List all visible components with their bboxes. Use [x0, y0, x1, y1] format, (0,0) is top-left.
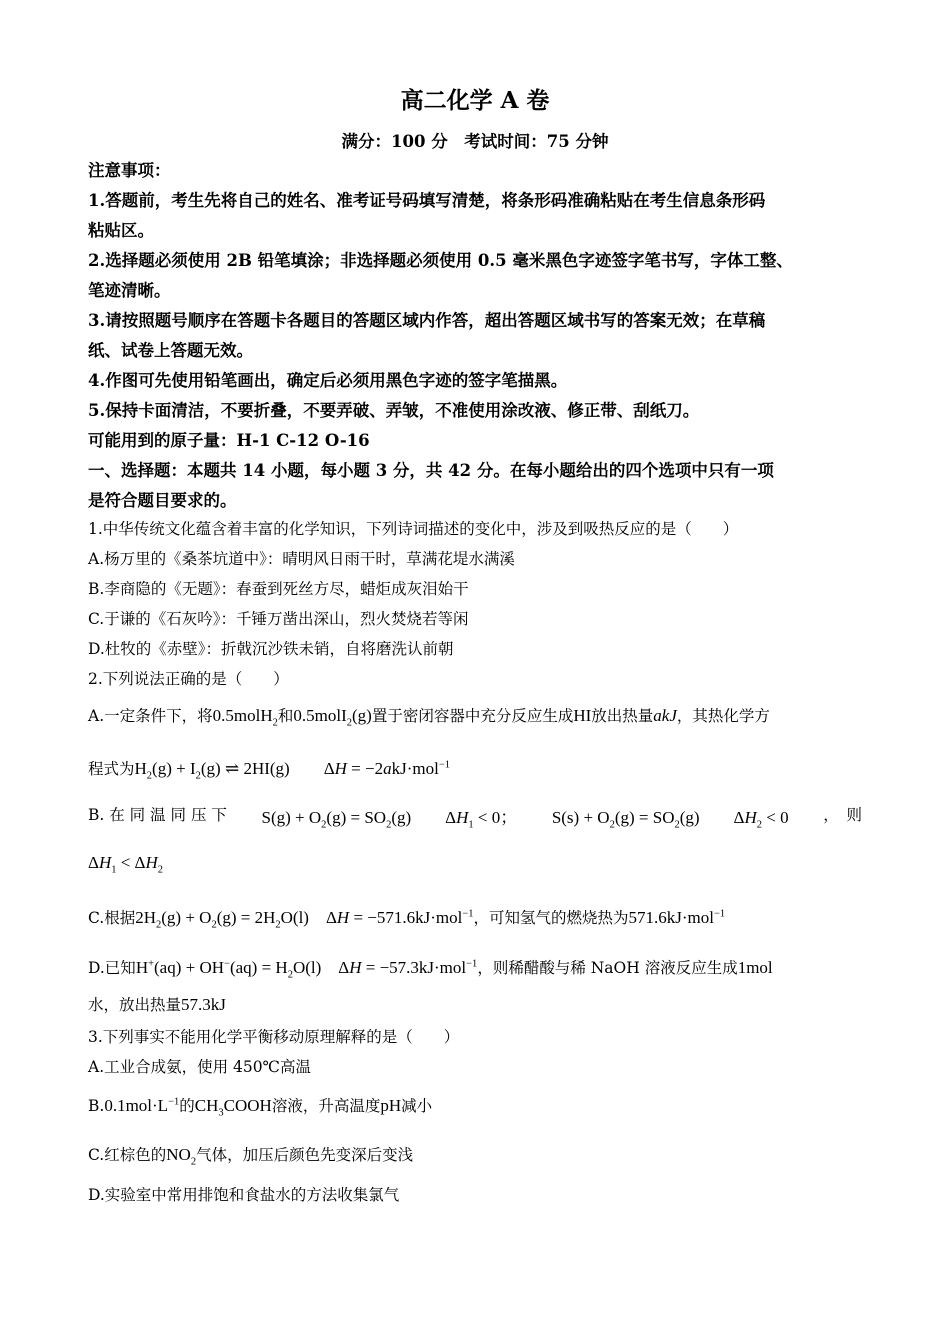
- page-title: 高二化学 A 卷: [400, 87, 550, 114]
- notice-item: 3.请按照题号顺序在答题卡各题目的答题区域内作答，超出答题区域书写的答案无效；在草稿: [88, 311, 766, 330]
- notice-item: 1.答题前，考生先将自己的姓名、准考证号码填写清楚，将条形码准确粘贴在考生信息条形码: [88, 191, 766, 210]
- question-2-option-b-cont: $\Delta H_1 < \Delta H_2$: [88, 853, 164, 876]
- notice-heading: 注意事项：: [88, 161, 171, 180]
- question-1-option-c: C.于谦的《石灰吟》：千锤万凿出深山，烈火焚烧若等闲: [88, 610, 469, 628]
- notice-item: 4.作图可先使用铅笔画出，确定后必须用黑色字迹的签字笔描黑。: [88, 371, 568, 390]
- question-2-option-d-cont: 水，放出热量57.3kJ: [88, 995, 226, 1014]
- question-2-option-b: B. 在 同 温 同 压 下 $S(g) + O_2(g) = SO_2(g)$ $\Delta H_1 < 0$； $S(s) + O_2(g) = SO_2(g)$ $\Delta H_2 < 0$ ， 则: [88, 806, 862, 831]
- question-2-option-a: A.一定条件下，将0.5molH$_2$和0.5molI$_2$(g)置于密闭容器中充分反应生成HI放出热量akJ，其热化学方: [88, 706, 770, 729]
- notice-item: 纸、试卷上答题无效。: [88, 341, 253, 360]
- notice-item: 5.保持卡面清洁，不要折叠，不要弄破、弄皱，不准使用涂改液、修正带、刮纸刀。: [88, 401, 700, 420]
- section-heading: 一、选择题：本题共 14 小题，每小题 3 分，共 42 分。在每小题给出的四个选项中只有一项: [88, 461, 774, 480]
- notice-item: 笔迹清晰。: [88, 281, 171, 300]
- question-2-option-a-equation: 程式为$H_2(g) + I_2(g)$ ⇌ 2HI(g) ΔH = −2akJ·mol$^{-1}$: [88, 759, 451, 782]
- question-1-option-a: A.杨万里的《桑茶坑道中》：晴明风日雨干时，草满花堤水满溪: [88, 550, 515, 568]
- notice-item: 粘贴区。: [88, 221, 154, 240]
- question-3-option-d: D.实验室中常用排饱和食盐水的方法收集氯气: [88, 1186, 400, 1204]
- question-2-option-c: C.根据$2H_2(g) + O_2(g) = 2H_2O(l)$ ΔH = −571.6kJ·mol$^{-1}$，可知氢气的燃烧热为571.6kJ·mol$^{-1}$: [88, 908, 726, 931]
- question-1-option-b: B.李商隐的《无题》：春蚕到死丝方尽，蜡炬成灰泪始干: [88, 580, 469, 598]
- question-3-option-b: $B.0.1mol\cdot L^{-1}$的$CH_3COOH$溶液，升高温度pH减小: [88, 1096, 433, 1119]
- atomic-mass-line: 可能用到的原子量：H-1 C-12 O-16: [88, 431, 370, 450]
- exam-info: 满分：100 分 考试时间：75 分钟: [341, 132, 609, 151]
- section-heading-cont: 是符合题目要求的。: [88, 491, 237, 510]
- question-3-stem: 3.下列事实不能用化学平衡移动原理解释的是（ ）: [88, 1028, 460, 1046]
- question-3-option-c: C.红棕色的$NO_2$气体，加压后颜色先变深后变浅: [88, 1145, 414, 1168]
- question-1-stem: 1.中华传统文化蕴含着丰富的化学知识，下列诗词描述的变化中，涉及到吸热反应的是（ ）: [88, 520, 739, 538]
- notice-item: 2.选择题必须使用 2B 铅笔填涂；非选择题必须使用 0.5 毫米黑色字迹签字笔书写，字体工整、: [88, 251, 793, 270]
- question-2-stem: 2.下列说法正确的是（ ）: [88, 670, 289, 688]
- question-2-option-d: D.已知$H^+(aq) + OH^-(aq) = H_2O(l)$ ΔH = −57.3kJ·mol$^{-1}$，则稀醋酸与稀 NaOH 溶液反应生成1mol: [88, 958, 773, 981]
- question-1-option-d: D.杜牧的《赤壁》：折戟沉沙铁未销，自将磨洗认前朝: [88, 640, 454, 658]
- question-3-option-a: A.工业合成氨，使用 450℃高温: [88, 1058, 311, 1076]
